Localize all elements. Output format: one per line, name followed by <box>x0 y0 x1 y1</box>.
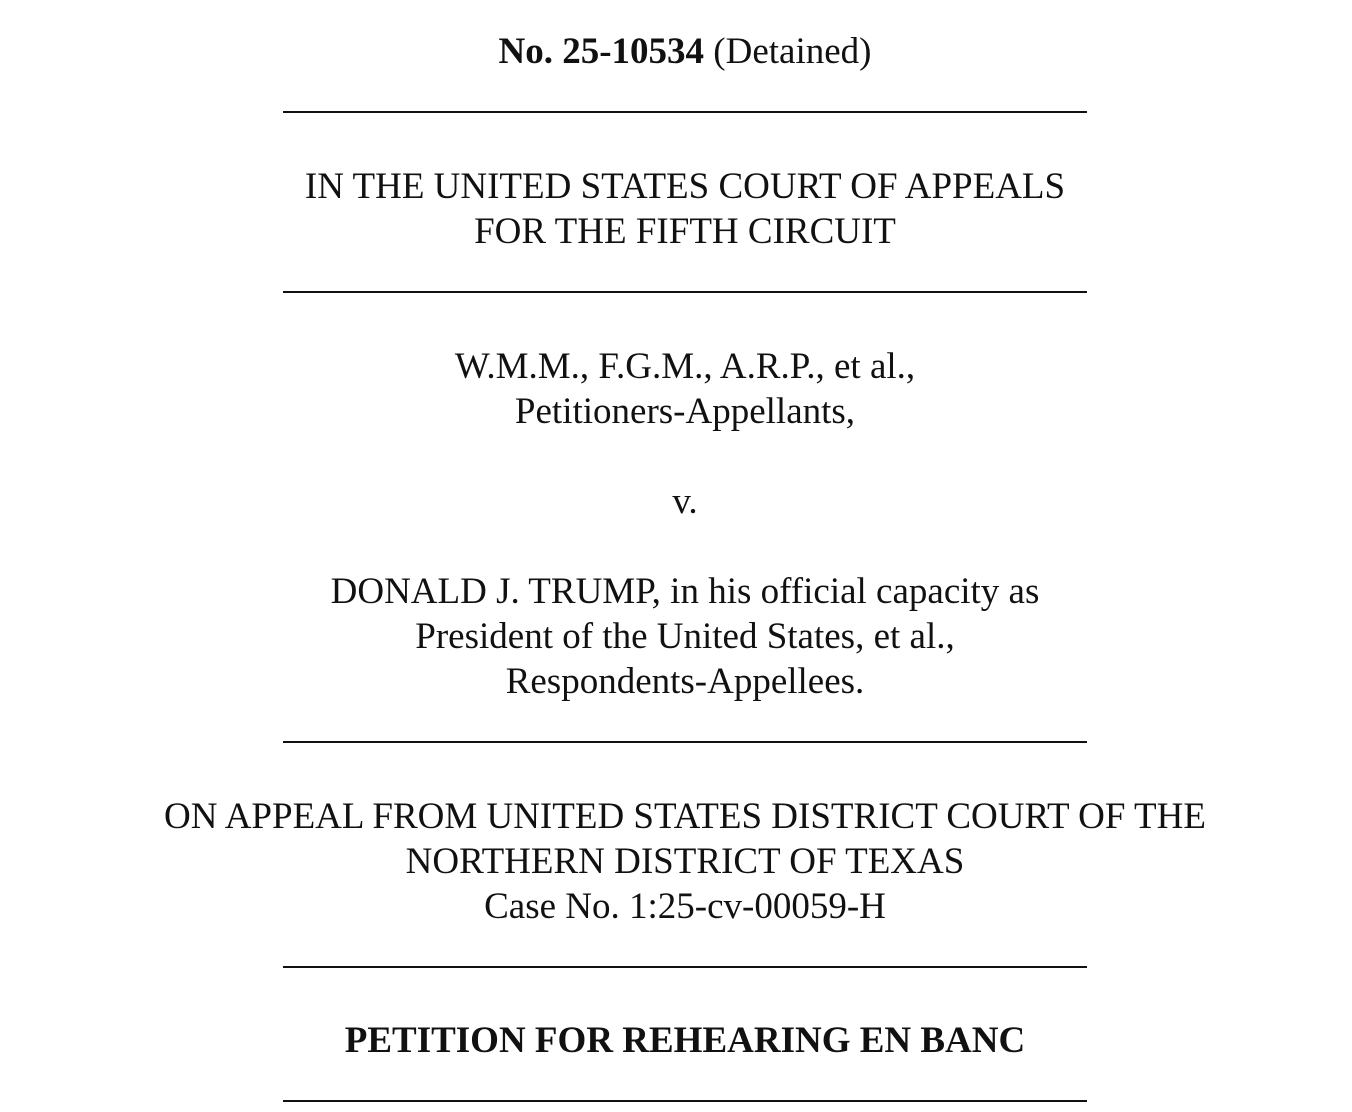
court-name-line-2: FOR THE FIFTH CIRCUIT <box>474 211 896 252</box>
divider-rule <box>283 741 1087 743</box>
district-case-number: Case No. 1:25-cv-00059-H <box>484 886 886 927</box>
respondent-line-1: DONALD J. TRUMP, in his official capacity as <box>330 571 1040 612</box>
docket-line <box>0 30 1352 74</box>
petitioner-names: W.M.M., F.G.M., A.R.P., et al., <box>454 346 916 387</box>
divider-rule <box>283 1100 1087 1102</box>
divider-rule <box>283 111 1087 113</box>
respondent-line-2: President of the United States, et al., <box>415 616 955 657</box>
detention-status: (Detained) <box>713 31 872 72</box>
court-name-line-1: IN THE UNITED STATES COURT OF APPEALS <box>304 166 1066 207</box>
versus: v. <box>672 481 698 522</box>
divider-rule <box>283 966 1087 968</box>
petitioner-role: Petitioners-Appellants, <box>514 391 856 432</box>
divider-rule <box>283 291 1087 293</box>
appeal-origin-line-2: NORTHERN DISTRICT OF TEXAS <box>405 841 965 882</box>
respondent-role: Respondents-Appellees. <box>505 661 865 702</box>
appeal-origin-line-1: ON APPEAL FROM UNITED STATES DISTRICT COURT OF THE <box>164 796 1206 837</box>
docket-number: No. 25-10534 <box>498 31 705 72</box>
document-title: PETITION FOR REHEARING EN BANC <box>344 1020 1026 1061</box>
